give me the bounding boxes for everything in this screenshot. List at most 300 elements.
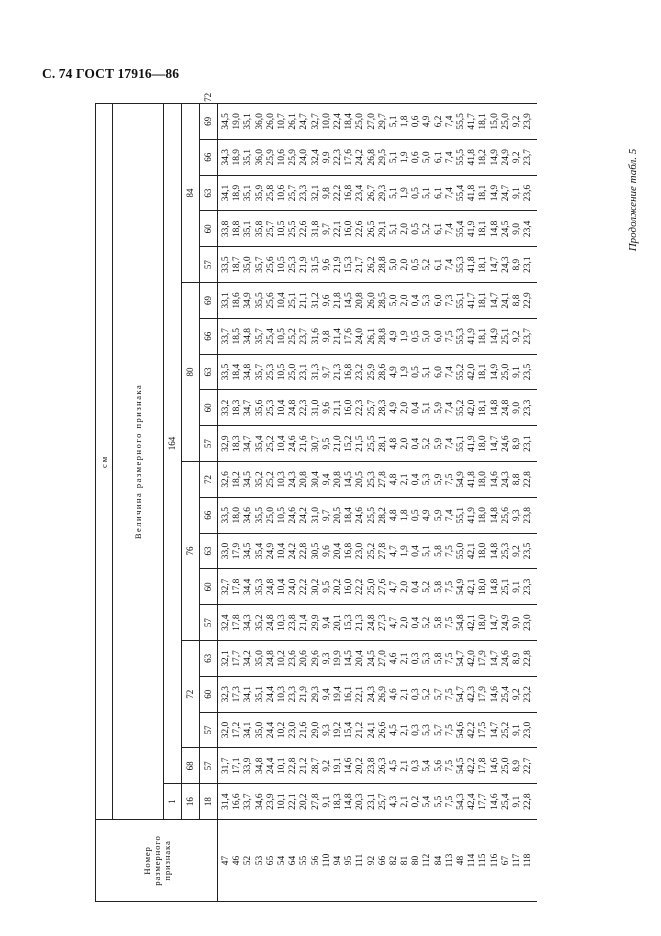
column-value-header: 66	[200, 318, 218, 354]
value-cell: 41,8	[467, 175, 478, 211]
value-cell: 31,8	[311, 211, 322, 247]
value-cell: 22,1	[333, 211, 344, 247]
value-cell: 24,3	[288, 462, 299, 498]
value-cell: 2,1	[400, 784, 411, 820]
row-id-cell: 81	[400, 820, 411, 902]
value-cell: 16,6	[232, 784, 243, 820]
table-row	[243, 103, 254, 901]
value-cell: 10,2	[277, 712, 288, 748]
value-cell: 29,3	[378, 175, 389, 211]
value-cell: 7,5	[445, 641, 456, 677]
value-cell: 9,0	[512, 211, 523, 247]
value-cell: 25,2	[366, 533, 377, 569]
value-cell: 9,5	[322, 426, 333, 462]
value-cell: 22,3	[333, 139, 344, 175]
value-cell: 28,6	[378, 354, 389, 390]
value-cell: 6,0	[434, 354, 445, 390]
value-cell: 14,8	[490, 211, 501, 247]
value-cell: 21,3	[355, 605, 366, 641]
value-cell: 23,4	[523, 211, 537, 247]
value-cell: 30,2	[311, 569, 322, 605]
value-cell: 35,1	[243, 103, 254, 139]
value-cell: 27,6	[378, 569, 389, 605]
value-cell: 17,3	[232, 676, 243, 712]
value-cell: 35,4	[255, 426, 266, 462]
value-cell: 25,0	[501, 103, 512, 139]
value-cell: 25,9	[266, 139, 277, 175]
value-cell: 4,3	[389, 784, 400, 820]
value-cell: 17,7	[232, 641, 243, 677]
value-cell: 10,3	[277, 462, 288, 498]
column-value-header: 60	[200, 390, 218, 426]
table-row	[366, 103, 377, 901]
value-cell: 24,6	[288, 497, 299, 533]
value-cell: 25,1	[288, 283, 299, 319]
value-cell: 9,0	[512, 605, 523, 641]
value-cell: 7,4	[445, 354, 456, 390]
value-cell: 0,2	[411, 784, 422, 820]
value-cell: 21,2	[355, 712, 366, 748]
value-cell: 4,6	[389, 676, 400, 712]
value-cell: 4,5	[389, 712, 400, 748]
value-cell: 23,7	[523, 318, 537, 354]
table-body	[218, 103, 538, 901]
value-cell: 5,0	[422, 318, 433, 354]
value-cell: 35,4	[255, 533, 266, 569]
value-cell: 25,6	[266, 283, 277, 319]
value-cell: 23,3	[299, 175, 310, 211]
value-cell: 1,9	[400, 175, 411, 211]
value-cell: 41,7	[467, 103, 478, 139]
table-row	[344, 103, 355, 901]
value-cell: 24,9	[266, 533, 277, 569]
value-cell: 1,8	[400, 497, 411, 533]
value-cell: 22,2	[299, 569, 310, 605]
value-cell: 25,9	[288, 139, 299, 175]
value-cell: 25,7	[378, 784, 389, 820]
row-id-cell: 114	[467, 820, 478, 902]
value-cell: 17,6	[344, 139, 355, 175]
value-cell: 24,2	[355, 139, 366, 175]
value-cell: 15,3	[344, 605, 355, 641]
value-cell: 9,1	[512, 784, 523, 820]
value-cell: 5,1	[422, 175, 433, 211]
value-cell: 0,5	[411, 354, 422, 390]
value-cell: 4,9	[389, 354, 400, 390]
value-cell: 34,2	[243, 641, 254, 677]
value-cell: 35,9	[255, 175, 266, 211]
value-cell: 14,6	[490, 748, 501, 784]
value-cell: 23,8	[288, 605, 299, 641]
value-cell: 29,7	[378, 103, 389, 139]
value-cell: 21,4	[299, 605, 310, 641]
value-cell: 34,8	[243, 318, 254, 354]
value-cell: 32,9	[218, 426, 233, 462]
value-cell: 9,3	[322, 712, 333, 748]
value-cell: 7,4	[445, 103, 456, 139]
value-cell: 18,7	[232, 247, 243, 283]
value-cell: 35,5	[255, 497, 266, 533]
value-cell: 35,1	[243, 175, 254, 211]
value-cell: 42,2	[467, 712, 478, 748]
value-cell: 9,1	[512, 712, 523, 748]
value-cell: 33,2	[218, 390, 233, 426]
value-cell: 20,4	[355, 641, 366, 677]
value-cell: 35,2	[255, 605, 266, 641]
value-cell: 32,1	[218, 641, 233, 677]
value-cell: 25,2	[501, 712, 512, 748]
column-value-header: 60	[200, 211, 218, 247]
value-cell: 5,4	[422, 748, 433, 784]
value-cell: 21,4	[333, 318, 344, 354]
column-value-header: 63	[200, 354, 218, 390]
value-cell: 25,0	[266, 497, 277, 533]
column-value-header: 57	[200, 712, 218, 748]
value-cell: 5,0	[422, 139, 433, 175]
value-cell: 28,5	[378, 283, 389, 319]
value-cell: 7,5	[445, 533, 456, 569]
row-id-cell: 117	[512, 820, 523, 902]
value-cell: 25,3	[366, 462, 377, 498]
value-cell: 5,8	[434, 569, 445, 605]
value-cell: 5,8	[434, 605, 445, 641]
value-cell: 14,9	[490, 318, 501, 354]
value-cell: 6,2	[434, 103, 445, 139]
value-cell: 18,0	[478, 569, 489, 605]
value-cell: 4,9	[389, 318, 400, 354]
value-cell: 34,7	[243, 390, 254, 426]
column-value-header: 63	[200, 533, 218, 569]
value-cell: 17,7	[478, 784, 489, 820]
table-row	[322, 103, 333, 901]
value-cell: 32,1	[311, 175, 322, 211]
value-cell: 5,2	[422, 569, 433, 605]
value-cell: 25,6	[501, 497, 512, 533]
value-cell: 21,1	[299, 283, 310, 319]
value-cell: 23,1	[523, 426, 537, 462]
value-cell: 10,4	[277, 533, 288, 569]
value-cell: 9,6	[322, 283, 333, 319]
value-cell: 54,8	[456, 605, 467, 641]
column-value-header: 63	[200, 641, 218, 677]
value-cell: 42,1	[467, 533, 478, 569]
value-cell: 14,8	[490, 533, 501, 569]
row-id-cell: 56	[311, 820, 322, 902]
row-id-cell: 110	[322, 820, 333, 902]
value-cell: 7,5	[445, 462, 456, 498]
value-cell: 8,8	[512, 283, 523, 319]
value-cell: 22,1	[355, 676, 366, 712]
value-cell: 34,4	[243, 569, 254, 605]
value-cell: 21,6	[299, 712, 310, 748]
value-cell: 10,5	[277, 318, 288, 354]
value-cell: 5,4	[422, 784, 433, 820]
value-cell: 5,2	[422, 605, 433, 641]
value-cell: 24,8	[266, 641, 277, 677]
value-cell: 24,0	[288, 569, 299, 605]
value-cell: 25,3	[266, 354, 277, 390]
value-cell: 9,7	[322, 497, 333, 533]
value-cell: 14,8	[490, 569, 501, 605]
value-cell: 15,0	[490, 103, 501, 139]
column-value-header: 66	[200, 497, 218, 533]
value-cell: 41,7	[467, 283, 478, 319]
value-cell: 0,4	[411, 569, 422, 605]
value-cell: 0,3	[411, 748, 422, 784]
value-cell: 33,8	[218, 211, 233, 247]
value-cell: 41,9	[467, 426, 478, 462]
value-cell: 9,2	[512, 676, 523, 712]
row-id-cell: 54	[277, 820, 288, 902]
value-cell: 4,5	[389, 748, 400, 784]
value-cell: 28,2	[378, 497, 389, 533]
value-cell: 25,0	[501, 748, 512, 784]
value-cell: 34,1	[243, 712, 254, 748]
value-cell: 26,0	[366, 283, 377, 319]
value-cell: 55,1	[456, 426, 467, 462]
value-cell: 34,6	[255, 784, 266, 820]
value-cell: 9,2	[322, 748, 333, 784]
value-cell: 7,4	[445, 175, 456, 211]
value-cell: 10,0	[322, 103, 333, 139]
row-id-cell: 113	[445, 820, 456, 902]
value-cell: 24,6	[355, 497, 366, 533]
value-cell: 18,0	[478, 605, 489, 641]
value-cell: 5,1	[422, 354, 433, 390]
value-cell: 14,6	[344, 748, 355, 784]
value-cell: 18,9	[232, 175, 243, 211]
value-cell: 35,1	[255, 676, 266, 712]
value-cell: 32,4	[311, 139, 322, 175]
value-cell: 35,5	[255, 283, 266, 319]
value-cell: 18,3	[333, 784, 344, 820]
value-cell: 14,5	[344, 462, 355, 498]
value-cell: 31,3	[311, 354, 322, 390]
value-cell: 5,2	[422, 676, 433, 712]
value-cell: 17,6	[344, 318, 355, 354]
value-cell: 24,3	[501, 462, 512, 498]
value-cell: 18,1	[478, 354, 489, 390]
value-cell: 1,9	[400, 139, 411, 175]
value-cell: 26,5	[366, 211, 377, 247]
row-id-cell: 116	[490, 820, 501, 902]
value-cell: 5,2	[422, 211, 433, 247]
value-cell: 7,4	[445, 426, 456, 462]
value-cell: 23,1	[523, 247, 537, 283]
value-cell: 5,8	[434, 641, 445, 677]
value-cell: 9,4	[322, 676, 333, 712]
value-cell: 6,0	[434, 318, 445, 354]
value-cell: 23,0	[523, 712, 537, 748]
value-cell: 27,8	[378, 533, 389, 569]
value-cell: 5,3	[422, 462, 433, 498]
table-row	[333, 103, 344, 901]
value-cell: 21,9	[333, 247, 344, 283]
value-cell: 23,4	[355, 175, 366, 211]
value-cell: 17,8	[232, 605, 243, 641]
value-cell: 24,0	[355, 318, 366, 354]
value-cell: 4,7	[389, 569, 400, 605]
row-id-cell: 95	[344, 820, 355, 902]
table-row	[299, 103, 310, 901]
group-68-header: 68	[182, 748, 200, 784]
value-cell: 22,8	[299, 533, 310, 569]
group-84-header: 84	[182, 103, 200, 282]
value-cell: 34,6	[243, 497, 254, 533]
value-cell: 9,8	[322, 175, 333, 211]
value-cell: 55,3	[456, 318, 467, 354]
value-cell: 33,9	[243, 748, 254, 784]
value-cell: 9,6	[322, 247, 333, 283]
value-cell: 54,9	[456, 462, 467, 498]
row-id-cell: 67	[501, 820, 512, 902]
value-cell: 25,5	[288, 211, 299, 247]
height-164-header: 164	[164, 103, 182, 783]
value-cell: 21,8	[333, 283, 344, 319]
rotated-table-container	[95, 92, 609, 902]
value-cell: 14,7	[490, 283, 501, 319]
value-cell: 20,8	[333, 462, 344, 498]
value-cell: 25,1	[501, 318, 512, 354]
value-cell: 31,6	[311, 318, 322, 354]
value-cell: 25,2	[266, 426, 277, 462]
value-cell: 23,7	[299, 318, 310, 354]
value-cell: 26,8	[366, 139, 377, 175]
column-value-header: 69	[200, 283, 218, 319]
value-cell: 2,1	[400, 712, 411, 748]
value-cell: 9,8	[322, 318, 333, 354]
value-cell: 18,1	[478, 103, 489, 139]
value-cell: 25,7	[288, 175, 299, 211]
row-number-18: 18	[200, 784, 218, 820]
value-cell: 7,4	[445, 390, 456, 426]
row-id-cell: 82	[389, 820, 400, 902]
value-cell: 22,6	[299, 211, 310, 247]
value-cell: 29,0	[311, 712, 322, 748]
value-cell: 23,0	[523, 605, 537, 641]
value-cell: 34,7	[243, 426, 254, 462]
value-cell: 15,3	[344, 247, 355, 283]
value-cell: 25,3	[501, 533, 512, 569]
value-cell: 10,4	[277, 569, 288, 605]
value-cell: 23,0	[355, 533, 366, 569]
value-cell: 7,5	[445, 676, 456, 712]
value-cell: 23,7	[523, 139, 537, 175]
value-cell: 21,5	[355, 426, 366, 462]
value-cell: 2,0	[400, 569, 411, 605]
table-row	[288, 103, 299, 901]
value-cell: 22,4	[333, 103, 344, 139]
value-cell: 25,2	[266, 462, 277, 498]
value-cell: 24,7	[501, 175, 512, 211]
value-cell: 21,0	[333, 426, 344, 462]
table-row	[501, 103, 512, 901]
value-cell: 17,9	[478, 641, 489, 677]
row-id-cell: 46	[232, 820, 243, 902]
value-cell: 4,8	[389, 497, 400, 533]
value-cell: 7,4	[445, 139, 456, 175]
value-cell: 33,7	[243, 784, 254, 820]
value-cell: 7,5	[445, 712, 456, 748]
value-cell: 4,9	[389, 390, 400, 426]
value-cell: 10,6	[277, 139, 288, 175]
value-cell: 5,3	[422, 641, 433, 677]
value-cell: 35,0	[243, 247, 254, 283]
value-cell: 22,8	[288, 748, 299, 784]
value-cell: 41,8	[467, 139, 478, 175]
value-cell: 31,0	[311, 497, 322, 533]
value-cell: 31,0	[311, 390, 322, 426]
value-cell: 28,8	[378, 247, 389, 283]
value-cell: 10,2	[277, 641, 288, 677]
value-cell: 5,2	[422, 426, 433, 462]
value-cell: 28,1	[378, 426, 389, 462]
value-cell: 1,9	[400, 533, 411, 569]
corner-header: Номер размерного признака	[96, 820, 218, 902]
value-cell: 16,8	[344, 533, 355, 569]
value-cell: 42,1	[467, 569, 478, 605]
value-cell: 14,7	[490, 247, 501, 283]
row-id-cell: 80	[411, 820, 422, 902]
value-cell: 18,2	[478, 139, 489, 175]
value-cell: 35,7	[255, 247, 266, 283]
value-cell: 23,2	[523, 676, 537, 712]
column-value-header: 72	[200, 462, 218, 498]
value-cell: 54,9	[456, 569, 467, 605]
value-cell: 20,1	[333, 605, 344, 641]
row-id-cell: 112	[422, 820, 433, 902]
value-cell: 10,5	[277, 497, 288, 533]
table-row	[311, 103, 322, 901]
value-cell: 32,6	[218, 462, 233, 498]
table-row	[355, 103, 366, 901]
group-72-header: 72	[182, 641, 200, 748]
value-cell: 26,1	[366, 318, 377, 354]
value-cell: 4,8	[389, 462, 400, 498]
row-id-cell: 66	[378, 820, 389, 902]
table-row	[523, 103, 537, 901]
value-cell: 33,5	[218, 497, 233, 533]
value-cell: 18,1	[478, 283, 489, 319]
value-cell: 35,6	[255, 390, 266, 426]
value-cell: 18,0	[478, 462, 489, 498]
column-value-header: 57	[200, 247, 218, 283]
value-cell: 25,9	[366, 354, 377, 390]
column-value-header: 57	[200, 426, 218, 462]
value-cell: 18,4	[344, 103, 355, 139]
value-cell: 21,9	[299, 247, 310, 283]
value-cell: 7,5	[445, 784, 456, 820]
value-cell: 2,1	[400, 748, 411, 784]
value-cell: 23,1	[366, 784, 377, 820]
value-cell: 32,3	[218, 676, 233, 712]
value-cell: 14,6	[490, 676, 501, 712]
value-cell: 35,2	[255, 462, 266, 498]
value-cell: 5,3	[422, 712, 433, 748]
value-cell: 22,2	[355, 569, 366, 605]
value-cell: 24,6	[501, 641, 512, 677]
value-cell: 30,5	[311, 533, 322, 569]
value-cell: 18,4	[232, 354, 243, 390]
group-80-header: 80	[182, 283, 200, 462]
value-cell: 42,3	[467, 676, 478, 712]
value-cell: 19,9	[333, 641, 344, 677]
value-cell: 9,3	[322, 641, 333, 677]
value-cell: 22,3	[299, 390, 310, 426]
table-row	[422, 103, 433, 901]
value-cell: 10,4	[277, 283, 288, 319]
value-cell: 25,0	[501, 354, 512, 390]
